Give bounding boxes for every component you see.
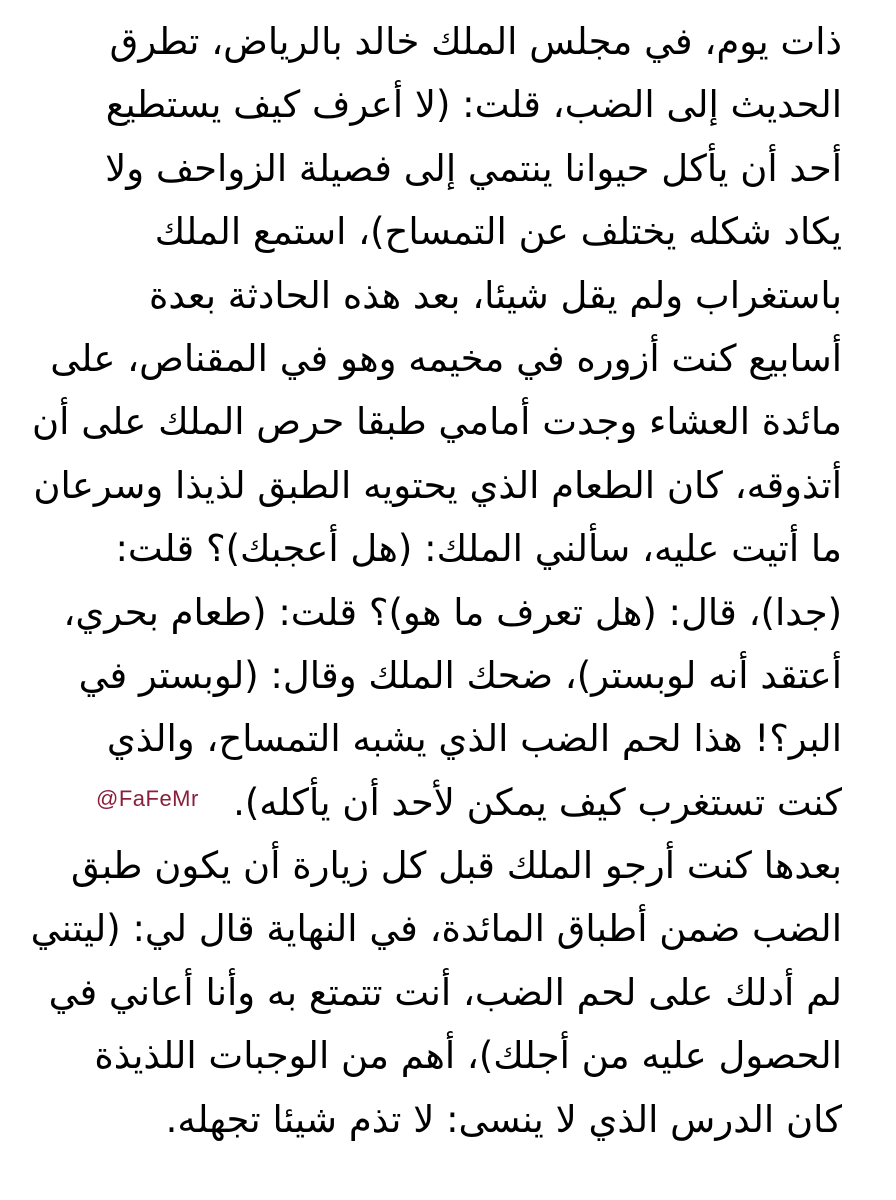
text-line: الحديث إلى الضب، قلت: (لا أعرف كيف يستطيع (105, 83, 842, 127)
text-line: أتذوقه، كان الطعام الذي يحتويه الطبق لذيذا وسرعان (33, 463, 842, 507)
text-line: أعتقد أنه لوبستر)، ضحك الملك وقال: (لوبستر في (78, 653, 842, 697)
text-line: ما أتيت عليه، سألني الملك: (هل أعجبك)؟ قلت: (115, 527, 842, 571)
text-line: الضب ضمن أطباق المائدة، في النهاية قال لي: (ليتني (30, 907, 842, 951)
text-line: يكاد شكله يختلف عن التمساح)، استمع الملك (154, 210, 842, 254)
text-line: الحصول عليه من أجلك)، أهم من الوجبات اللذيذة (94, 1034, 842, 1078)
text-line: ذات يوم، في مجلس الملك خالد بالرياض، تطرق (109, 20, 842, 63)
text-line: باستغراب ولم يقل شيئا، بعد هذه الحادثة بعدة (149, 273, 842, 317)
text-line: البر؟! هذا لحم الضب الذي يشبه التمساح، والذي (106, 717, 842, 761)
article-text (30, 10, 842, 1151)
text-line: أحد أن يأكل حيوانا ينتمي إلى فصيلة الزواحف ولا (105, 146, 842, 190)
text-line: (جدا)، قال: (هل تعرف ما هو)؟ قلت: (طعام بحري، (63, 590, 842, 634)
author-watermark: @FaFeMr (96, 786, 199, 811)
text-line: مائدة العشاء وجدت أمامي طبقا حرص الملك على أن (31, 400, 842, 444)
text-line: بعدها كنت أرجو الملك قبل كل زيارة أن يكون طبق (71, 844, 842, 888)
text-line: كان الدرس الذي لا ينسى: لا تذم شيئا تجهله. (165, 1097, 842, 1141)
text-line: أسابيع كنت أزوره في مخيمه وهو في المقناص، على (50, 336, 842, 380)
text-line: كنت تستغرب كيف يمكن لأحد أن يأكله). (233, 780, 842, 824)
text-line: لم أدلك على لحم الضب، أنت تتمتع به وأنا أعاني في (48, 970, 842, 1014)
